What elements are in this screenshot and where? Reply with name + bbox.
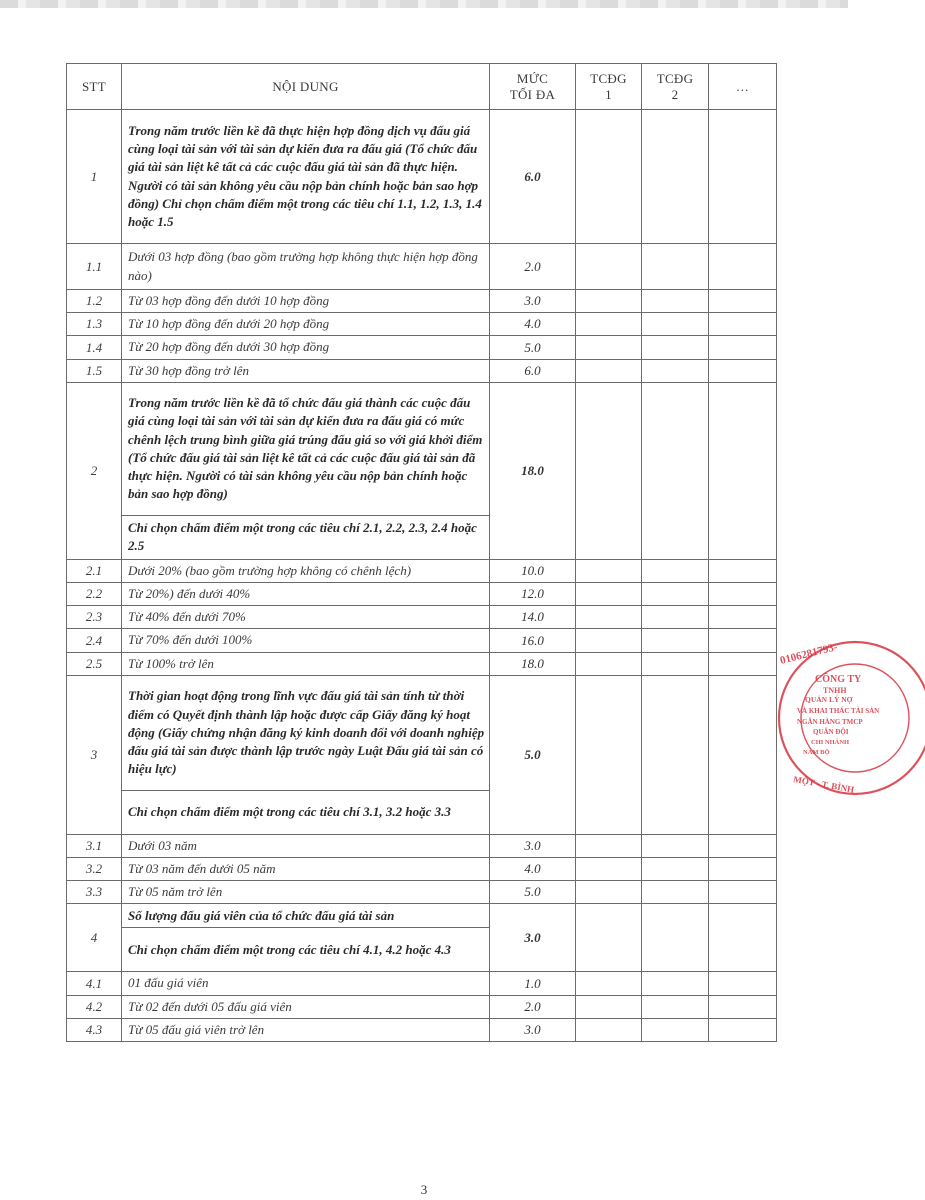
row-content: Dưới 03 hợp đồng (bao gồm trường hợp không thực hiện hợp đồng nào) xyxy=(122,244,490,290)
score-cell[interactable] xyxy=(576,382,642,559)
score-cell[interactable] xyxy=(642,359,709,382)
row-content: Từ 03 hợp đồng đến dưới 10 hợp đồng xyxy=(122,290,490,313)
row-stt: 3.2 xyxy=(67,858,122,881)
table-header-row xyxy=(67,64,777,110)
header-tcdg-1: TCĐG 1 xyxy=(576,64,642,110)
row-max: 5.0 xyxy=(490,675,576,834)
row-max: 5.0 xyxy=(490,881,576,904)
table-row xyxy=(67,110,777,244)
score-cell[interactable] xyxy=(709,881,777,904)
score-cell[interactable] xyxy=(576,675,642,834)
row-max: 18.0 xyxy=(490,382,576,559)
row-stt: 4 xyxy=(67,904,122,972)
row-max: 18.0 xyxy=(490,652,576,675)
score-cell[interactable] xyxy=(709,110,777,244)
score-cell[interactable] xyxy=(576,244,642,290)
table-row xyxy=(67,834,777,857)
score-cell[interactable] xyxy=(709,995,777,1018)
score-cell[interactable] xyxy=(576,972,642,995)
row-content: Dưới 20% (bao gồm trường hợp không có chênh lệch) xyxy=(122,559,490,582)
row-stt: 1.2 xyxy=(67,290,122,313)
row-max: 14.0 xyxy=(490,606,576,629)
seal-text-7: QUÂN ĐỘI xyxy=(813,728,849,736)
row-stt: 1.3 xyxy=(67,313,122,336)
row-stt: 4.2 xyxy=(67,995,122,1018)
table-row xyxy=(67,244,777,290)
seal-text-10: MỘT - T. BÌNH xyxy=(792,774,855,795)
row-content-criteria: Chỉ chọn chấm điểm một trong các tiêu chí 4.1, 4.2 hoặc 4.3 xyxy=(122,928,490,972)
row-content-criteria: Chỉ chọn chấm điểm một trong các tiêu chí 3.1, 3.2 hoặc 3.3 xyxy=(122,790,490,834)
row-stt: 1.4 xyxy=(67,336,122,359)
row-content: Trong năm trước liền kề đã thực hiện hợp đồng dịch vụ đấu giá cùng loại tài sản với tài sản dự kiến đưa ra đấu giá (Tổ chức đấu giá tài sản liệt kê tất cả các cuộc đấu giá tài sản đã thực hiện. Người có tài sản không yêu cầu nộp bản chính hoặc bản sao hợp đồng) Chỉ chọn chấm điểm một trong các tiêu chí 1.1, 1.2, 1.3, 1.4 hoặc 1.5 xyxy=(122,110,490,244)
row-content: Từ 02 đến dưới 05 đấu giá viên xyxy=(122,995,490,1018)
row-stt: 4.1 xyxy=(67,972,122,995)
score-cell[interactable] xyxy=(642,110,709,244)
row-stt: 4.3 xyxy=(67,1018,122,1041)
score-cell[interactable] xyxy=(709,675,777,834)
row-max: 3.0 xyxy=(490,904,576,972)
header-content: NỘI DUNG xyxy=(122,64,490,110)
score-cell[interactable] xyxy=(709,904,777,972)
table-row xyxy=(67,995,777,1018)
table-row xyxy=(67,290,777,313)
score-cell[interactable] xyxy=(709,652,777,675)
score-cell[interactable] xyxy=(642,858,709,881)
row-stt: 1 xyxy=(67,110,122,244)
score-cell[interactable] xyxy=(642,559,709,582)
row-stt: 2.1 xyxy=(67,559,122,582)
table-row xyxy=(67,858,777,881)
score-cell[interactable] xyxy=(642,972,709,995)
score-cell[interactable] xyxy=(576,290,642,313)
table-row xyxy=(67,629,777,652)
table-row xyxy=(67,1018,777,1041)
score-cell[interactable] xyxy=(576,606,642,629)
score-cell[interactable] xyxy=(642,652,709,675)
score-cell[interactable] xyxy=(576,629,642,652)
row-max: 1.0 xyxy=(490,972,576,995)
row-content: Dưới 03 năm xyxy=(122,834,490,857)
row-stt: 1.1 xyxy=(67,244,122,290)
seal-text-8: CHI NHÁNH xyxy=(811,739,850,746)
table-row xyxy=(67,559,777,582)
score-cell[interactable] xyxy=(709,359,777,382)
row-max: 4.0 xyxy=(490,313,576,336)
page-number: 3 xyxy=(420,1182,428,1197)
header-stt: STT xyxy=(67,64,122,110)
row-max: 6.0 xyxy=(490,359,576,382)
score-cell[interactable] xyxy=(642,244,709,290)
table-row xyxy=(67,382,777,515)
row-content: Trong năm trước liền kề đã tổ chức đấu giá thành các cuộc đấu giá cùng loại tài sản với tài sản dự kiến đưa ra đấu giá có mức chênh lệch trung bình giữa giá trúng đấu giá so với giá khởi điểm (Tổ chức đấu giá tài sản liệt kê tất cả các cuộc đấu giá tài sản đã thực hiện. Người có tài sản không yêu cầu nộp bản chính hoặc bản sao hợp đồng) xyxy=(122,382,490,515)
table-row xyxy=(67,336,777,359)
seal-text-3: TNHH xyxy=(823,686,847,695)
row-stt: 2.5 xyxy=(67,652,122,675)
row-max: 16.0 xyxy=(490,629,576,652)
score-cell[interactable] xyxy=(709,336,777,359)
row-stt: 1.5 xyxy=(67,359,122,382)
score-cell[interactable] xyxy=(576,336,642,359)
row-stt: 3.3 xyxy=(67,881,122,904)
table-row xyxy=(67,313,777,336)
row-max: 6.0 xyxy=(490,110,576,244)
score-cell[interactable] xyxy=(576,313,642,336)
row-max: 12.0 xyxy=(490,583,576,606)
row-stt: 2 xyxy=(67,382,122,559)
score-cell[interactable] xyxy=(709,313,777,336)
header-more: … xyxy=(709,64,777,110)
seal-text-5: VÀ KHAI THÁC TÀI SẢN xyxy=(797,707,880,715)
seal-text-1: 0106281793- xyxy=(778,641,839,667)
seal-text-4: QUẢN LÝ NỢ xyxy=(805,695,853,704)
row-max: 5.0 xyxy=(490,336,576,359)
score-cell[interactable] xyxy=(576,110,642,244)
company-seal xyxy=(775,630,925,810)
score-cell[interactable] xyxy=(709,559,777,582)
row-content: Từ 40% đến dưới 70% xyxy=(122,606,490,629)
score-cell[interactable] xyxy=(642,336,709,359)
score-cell[interactable] xyxy=(709,972,777,995)
score-cell[interactable] xyxy=(642,881,709,904)
row-max: 3.0 xyxy=(490,1018,576,1041)
table-row xyxy=(67,972,777,995)
score-cell[interactable] xyxy=(709,606,777,629)
score-cell[interactable] xyxy=(709,583,777,606)
row-max: 4.0 xyxy=(490,858,576,881)
table-row xyxy=(67,881,777,904)
row-stt: 2.2 xyxy=(67,583,122,606)
score-cell[interactable] xyxy=(576,904,642,972)
score-cell[interactable] xyxy=(642,675,709,834)
header-tcdg-2: TCĐG 2 xyxy=(642,64,709,110)
seal-text-6: NGÂN HÀNG TMCP xyxy=(797,718,863,726)
score-cell[interactable] xyxy=(709,290,777,313)
score-cell[interactable] xyxy=(642,606,709,629)
row-content: Từ 05 năm trở lên xyxy=(122,881,490,904)
scoring-table xyxy=(66,63,777,1042)
score-cell[interactable] xyxy=(576,583,642,606)
score-cell[interactable] xyxy=(642,382,709,559)
row-content: Từ 70% đến dưới 100% xyxy=(122,629,490,652)
row-content-criteria: Chỉ chọn chấm điểm một trong các tiêu chí 2.1, 2.2, 2.3, 2.4 hoặc 2.5 xyxy=(122,515,490,559)
score-cell[interactable] xyxy=(576,652,642,675)
row-content: Từ 100% trở lên xyxy=(122,652,490,675)
seal-text-9: NAM BỘ xyxy=(803,749,830,756)
row-max: 3.0 xyxy=(490,290,576,313)
table-row xyxy=(67,652,777,675)
score-cell[interactable] xyxy=(576,881,642,904)
scan-top-edge xyxy=(0,0,848,8)
table-row xyxy=(67,583,777,606)
score-cell[interactable] xyxy=(642,995,709,1018)
table-row xyxy=(67,904,777,928)
score-cell[interactable] xyxy=(642,313,709,336)
score-cell[interactable] xyxy=(709,858,777,881)
score-cell[interactable] xyxy=(642,834,709,857)
row-content: Từ 20 hợp đồng đến dưới 30 hợp đồng xyxy=(122,336,490,359)
score-cell[interactable] xyxy=(576,359,642,382)
score-cell[interactable] xyxy=(642,629,709,652)
table-row xyxy=(67,606,777,629)
score-cell[interactable] xyxy=(642,904,709,972)
table-row xyxy=(67,359,777,382)
header-max: MỨC TỐI ĐA xyxy=(490,64,576,110)
score-cell[interactable] xyxy=(709,629,777,652)
row-content: Từ 03 năm đến dưới 05 năm xyxy=(122,858,490,881)
row-content: Từ 20%) đến dưới 40% xyxy=(122,583,490,606)
row-content: Thời gian hoạt động trong lĩnh vực đấu giá tài sản tính từ thời điểm có Quyết định thành lập hoặc được cấp Giấy đăng ký hoạt động (Giấy chứng nhận đăng ký kinh doanh đối với doanh nghiệp đấu giá tài sản được thành lập trước ngày Luật Đấu giá tài sản có hiệu lực) xyxy=(122,675,490,790)
score-cell[interactable] xyxy=(642,290,709,313)
score-cell[interactable] xyxy=(709,1018,777,1041)
row-max: 3.0 xyxy=(490,834,576,857)
score-cell[interactable] xyxy=(576,858,642,881)
row-max: 10.0 xyxy=(490,559,576,582)
score-cell[interactable] xyxy=(576,1018,642,1041)
score-cell[interactable] xyxy=(709,382,777,559)
row-stt: 2.4 xyxy=(67,629,122,652)
score-cell[interactable] xyxy=(576,834,642,857)
row-content: Số lượng đấu giá viên của tổ chức đấu giá tài sản xyxy=(122,904,490,928)
row-content: 01 đấu giá viên xyxy=(122,972,490,995)
row-stt: 3 xyxy=(67,675,122,834)
row-stt: 2.3 xyxy=(67,606,122,629)
score-cell[interactable] xyxy=(709,244,777,290)
score-cell[interactable] xyxy=(642,583,709,606)
row-content: Từ 30 hợp đồng trở lên xyxy=(122,359,490,382)
row-content: Từ 10 hợp đồng đến dưới 20 hợp đồng xyxy=(122,313,490,336)
table-row xyxy=(67,675,777,790)
seal-text-2: CÔNG TY xyxy=(815,674,862,685)
row-max: 2.0 xyxy=(490,995,576,1018)
row-stt: 3.1 xyxy=(67,834,122,857)
score-cell[interactable] xyxy=(642,1018,709,1041)
score-cell[interactable] xyxy=(576,995,642,1018)
score-cell[interactable] xyxy=(709,834,777,857)
row-content: Từ 05 đấu giá viên trở lên xyxy=(122,1018,490,1041)
score-cell[interactable] xyxy=(576,559,642,582)
row-max: 2.0 xyxy=(490,244,576,290)
